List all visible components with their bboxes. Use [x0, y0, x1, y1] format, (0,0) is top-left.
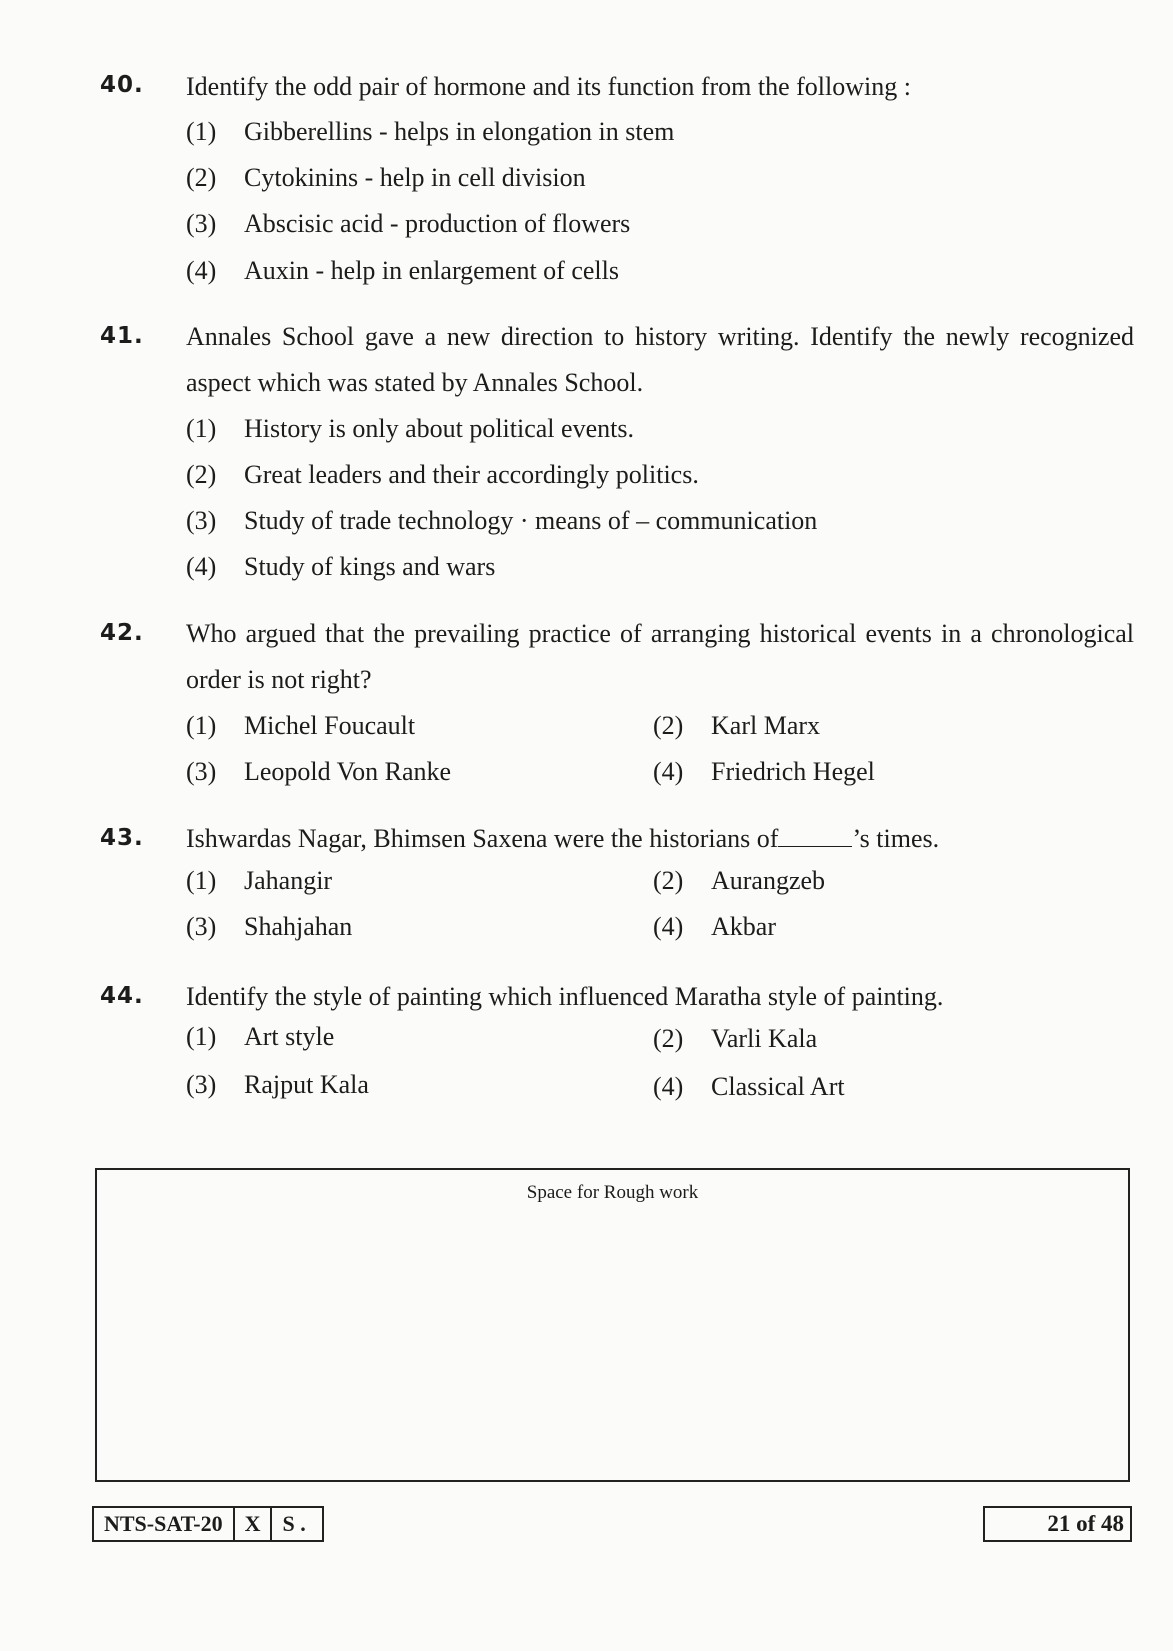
option-text: Varli Kala [711, 1024, 818, 1053]
option-number: (3) [186, 757, 217, 786]
option [653, 711, 820, 741]
option-text: Study of kings and wars [244, 552, 496, 581]
option-text: Leopold Von Ranke [244, 757, 452, 786]
option [186, 256, 619, 286]
paper-code-box [92, 1506, 324, 1542]
option-number: (2) [653, 711, 684, 740]
option-number: (1) [186, 1022, 217, 1051]
rough-work-box [95, 1168, 1130, 1482]
option [653, 866, 825, 896]
option-text: Jahangir [244, 866, 333, 895]
option-number: (2) [653, 866, 684, 895]
option-text: Gibberellins - helps in elongation in stem [244, 117, 675, 146]
option-text: Great leaders and their accordingly politics. [244, 460, 699, 489]
option-number: (3) [186, 912, 217, 941]
option [186, 117, 674, 147]
question-number: 44. [100, 983, 144, 1009]
option [186, 163, 586, 193]
page-number: 21 of 48 [1047, 1511, 1124, 1536]
question-text: Annales School gave a new direction to history writing. Identify the newly recognized aspect which was stated by Annales School. [186, 322, 1134, 397]
option-text: Abscisic acid - production of flowers [244, 209, 631, 238]
paper-subject: S . [282, 1511, 306, 1536]
option-number: (4) [186, 552, 217, 581]
option [186, 1022, 334, 1052]
option [186, 552, 495, 582]
option-text: Cytokinins - help in cell division [244, 163, 586, 192]
option-text: Friedrich Hegel [711, 757, 875, 786]
option [653, 1024, 817, 1054]
page-number-box [983, 1506, 1132, 1542]
question-number: 41. [100, 323, 144, 349]
option-number: (1) [186, 866, 217, 895]
option-text: Shahjahan [244, 912, 353, 941]
option-text: Study of trade technology · means of – communication [244, 506, 818, 535]
question-text-before: Ishwardas Nagar, Bhimsen Saxena were the historians of [186, 824, 779, 853]
option [186, 209, 630, 239]
option [653, 757, 875, 787]
option-text: Karl Marx [711, 711, 821, 740]
option-text: History is only about political events. [244, 414, 634, 443]
paper-code: NTS-SAT-20 [94, 1508, 235, 1540]
option [186, 414, 634, 444]
option-number: (2) [186, 460, 217, 489]
option-number: (4) [653, 1072, 684, 1101]
rough-work-label: Space for Rough work [526, 1182, 699, 1203]
option-text: Aurangzeb [711, 866, 826, 895]
option-text: Michel Foucault [244, 711, 416, 740]
option [186, 757, 451, 787]
option [186, 1070, 369, 1100]
question-text: Identify the odd pair of hormone and its function from the following : [186, 72, 911, 101]
question-text-after: ’s times. [852, 824, 940, 853]
question-number: 43. [100, 825, 144, 851]
option-text: Rajput Kala [244, 1070, 369, 1099]
question-number: 42. [100, 620, 144, 646]
option-number: (2) [653, 1024, 684, 1053]
option-number: (3) [186, 1070, 217, 1099]
option-number: (4) [186, 256, 217, 285]
option-number: (4) [653, 757, 684, 786]
option [653, 1072, 845, 1102]
option [186, 711, 415, 741]
option-number: (3) [186, 506, 217, 535]
question-text [186, 816, 1134, 862]
option-text: Akbar [711, 912, 776, 941]
paper-class: X [235, 1508, 273, 1540]
option-number: (1) [186, 117, 217, 146]
question-text: Who argued that the prevailing practice of arranging historical events in a chronological order is not right? [186, 619, 1134, 694]
option-number: (1) [186, 711, 217, 740]
option-number: (2) [186, 163, 217, 192]
option [186, 912, 352, 942]
option [653, 912, 776, 942]
option-text: Art style [244, 1022, 335, 1051]
option-text: Classical Art [711, 1072, 845, 1101]
option [186, 506, 817, 536]
question-number: 40. [100, 72, 144, 98]
option-number: (3) [186, 209, 217, 238]
option [186, 866, 332, 896]
question-text: Identify the style of painting which influenced Maratha style of painting. [186, 982, 944, 1011]
answer-blank [778, 824, 852, 847]
option-text: Auxin - help in enlargement of cells [244, 256, 619, 285]
option-number: (1) [186, 414, 217, 443]
option-number: (4) [653, 912, 684, 941]
option [186, 460, 699, 490]
